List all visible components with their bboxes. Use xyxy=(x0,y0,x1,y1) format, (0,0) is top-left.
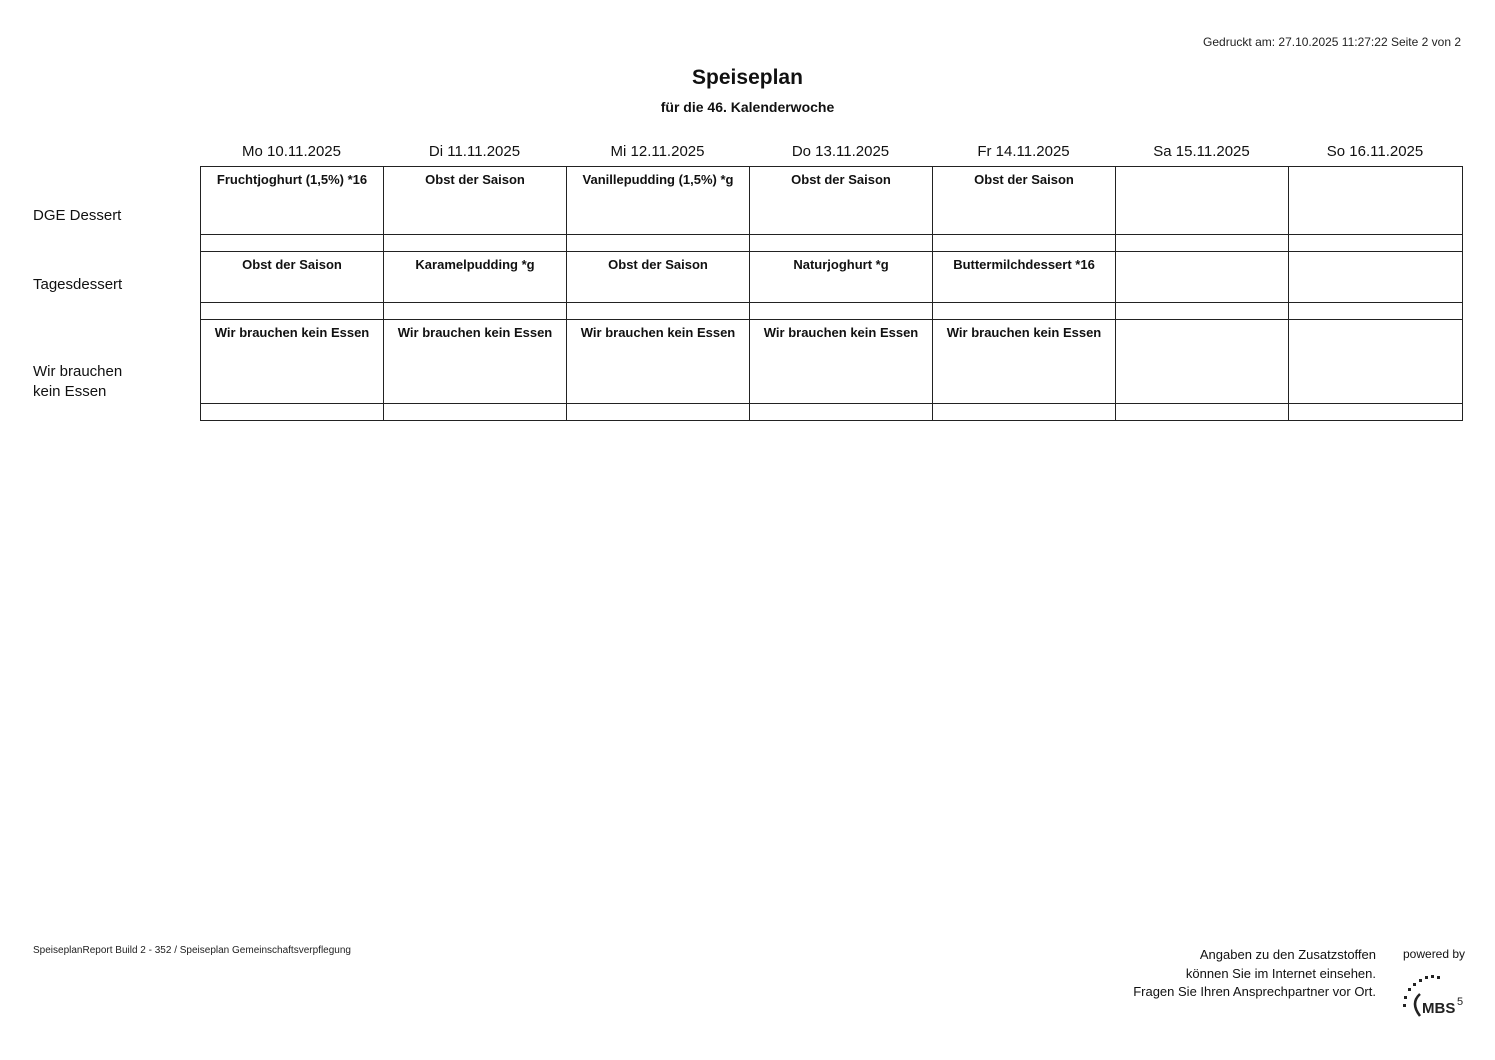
menu-cell xyxy=(1289,167,1463,235)
additives-note: Angaben zu den Zusatzstoffen können Sie im Internet einsehen. Fragen Sie Ihren Ansprechpartner vor Ort. xyxy=(1133,947,1376,999)
row-label-kein-essen: Wir brauchen kein Essen xyxy=(33,363,123,400)
row-label-dge-dessert: DGE Dessert xyxy=(33,207,122,224)
menu-cell: Obst der Saison xyxy=(384,167,567,235)
menu-cell: Obst der Saison xyxy=(933,167,1116,235)
menu-cell xyxy=(1289,320,1463,404)
spacer-row xyxy=(201,404,1463,421)
table-row xyxy=(201,252,1463,303)
svg-text:5: 5 xyxy=(1457,996,1464,1008)
menu-cell: Wir brauchen kein Essen xyxy=(750,320,933,404)
powered-by-label: powered by xyxy=(1403,947,1466,961)
printed-timestamp: Gedruckt am: 27.10.2025 11:27:22 Seite 2 von 2 xyxy=(1203,35,1461,49)
day-header: Sa 15.11.2025 xyxy=(1153,143,1250,160)
menu-cell xyxy=(1116,320,1289,404)
page-subtitle: für die 46. Kalenderwoche xyxy=(660,99,835,115)
mbs-logo xyxy=(1398,970,1468,1022)
spacer-row xyxy=(201,303,1463,320)
day-header: So 16.11.2025 xyxy=(1326,143,1424,160)
row-label-tagesdessert: Tagesdessert xyxy=(33,276,123,293)
day-header: Di 11.11.2025 xyxy=(428,143,521,160)
menu-cell: Wir brauchen kein Essen xyxy=(201,320,384,404)
table-row xyxy=(201,320,1463,404)
menu-cell: Buttermilchdessert *16 xyxy=(933,252,1116,303)
menu-cell: Wir brauchen kein Essen xyxy=(933,320,1116,404)
menu-cell: Karamelpudding *g xyxy=(384,252,567,303)
menu-cell xyxy=(1116,167,1289,235)
menu-cell: Fruchtjoghurt (1,5%) *16 xyxy=(201,167,384,235)
day-header: Fr 14.11.2025 xyxy=(977,143,1070,160)
build-info: SpeiseplanReport Build 2 - 352 / Speiseplan Gemeinschaftsverpflegung xyxy=(33,945,351,956)
menu-cell: Wir brauchen kein Essen xyxy=(384,320,567,404)
menu-cell: Naturjoghurt *g xyxy=(750,252,933,303)
menu-cell: Wir brauchen kein Essen xyxy=(567,320,750,404)
menu-cell: Obst der Saison xyxy=(201,252,384,303)
page-title: Speiseplan xyxy=(692,66,803,89)
menu-grid xyxy=(200,166,1463,421)
svg-text:MBS: MBS xyxy=(1422,1000,1456,1017)
menu-cell: Obst der Saison xyxy=(567,252,750,303)
day-header: Do 13.11.2025 xyxy=(791,143,890,160)
menu-cell xyxy=(1289,252,1463,303)
day-header-row xyxy=(200,143,1462,160)
menu-cell xyxy=(1116,252,1289,303)
menu-cell: Vanillepudding (1,5%) *g xyxy=(567,167,750,235)
table-row xyxy=(201,167,1463,235)
menu-cell: Obst der Saison xyxy=(750,167,933,235)
day-header: Mo 10.11.2025 xyxy=(242,143,341,160)
day-header: Mi 12.11.2025 xyxy=(610,143,705,160)
spacer-row xyxy=(201,235,1463,252)
